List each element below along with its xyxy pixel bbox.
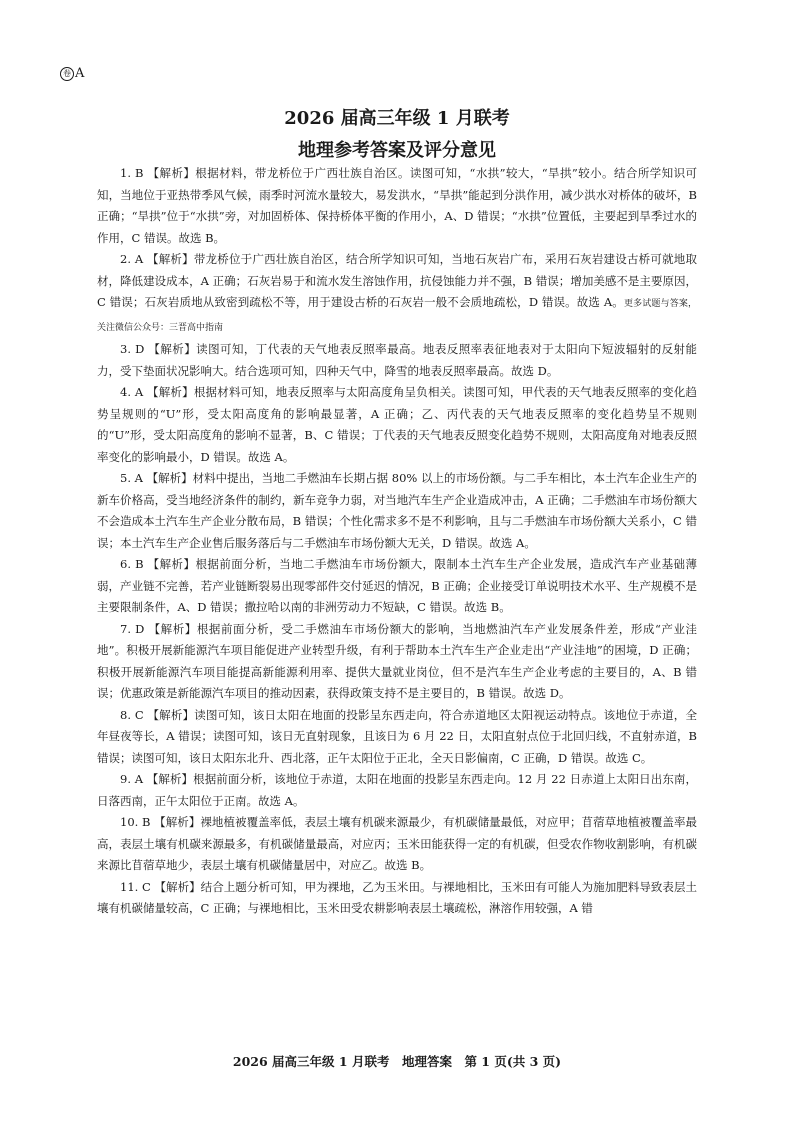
- answer-text: 【解析】读图可知，该日太阳在地面的投影呈东西走向，符合赤道地区太阳视运动特点。该地位于赤道，全年昼夜等长，A 错误；读图可知，该日无直射现象，且该日为 6 月 22 日，太阳直射点位于北回归线，不直射赤道，B 错误；读图可知，该日太阳东北升、西北落，正午太阳位于正北，全天日影偏南，C 正确，D 错误。故选 C。: [97, 707, 697, 765]
- answer-item: [97, 705, 697, 770]
- answer-text: 【解析】根据材料，带龙桥位于广西壮族自治区。读图可知，“水拱”较大，“旱拱”较小。结合所学知识可知，当地位于亚热带季风气候，雨季时河流水量较大，易发洪水，“旱拱”能起到分洪作用，减少洪水对桥体的破坏，B 正确；“旱拱”位于“水拱”旁，对加固桥体、保持桥体平衡的作用小，A、D 错误；“水拱”位置低，主要起到旱季过水的作用，C 错误。故选 B。: [97, 166, 698, 245]
- answer-item: [97, 163, 697, 249]
- answer-label: 3. D: [120, 342, 145, 356]
- answer-item: [97, 877, 697, 920]
- answer-label: 2. A: [120, 252, 144, 266]
- answer-item: [97, 769, 697, 812]
- answer-item: [97, 468, 697, 554]
- answer-item: [97, 249, 697, 339]
- answer-item: [97, 554, 697, 619]
- answer-item: [97, 382, 697, 468]
- answer-text: 【解析】裸地植被覆盖率低，表层土壤有机碳来源最少，有机碳储量最低，对应甲；苜蓿草地植被覆盖率最高，表层土壤有机碳来源最多，有机碳储量最高，对应丙；玉米田能获得一定的有机碳，但受农作物收割影响，有机碳来源比苜蓿草地少，表层土壤有机碳储量居中，对应乙。故选 B。: [97, 815, 698, 872]
- answer-label: 9. A: [120, 772, 144, 786]
- answer-label: 5. A: [120, 471, 143, 485]
- answer-text: 【解析】根据前面分析，受二手燃油车市场份额大的影响，当地燃油汽车产业发展条件差，形成“产业洼地”。积极开展新能源汽车项目能促进产业转型升级，有利于帮助本土汽车生产企业走出“产业洼地”的困境，D 正确；积极开展新能源汽车项目能提高新能源利用率、提供大量就业岗位，但不是汽车生产企业考虑的主要目的，A、B 错误；优惠政策是新能源汽车项目的推动因素，获得政策支持不是主要目的，B 错误。故选 D。: [97, 621, 697, 700]
- exam-title: 2026 届高三年级 1 月联考: [284, 108, 510, 129]
- answer-label: 4. A: [120, 385, 144, 399]
- answer-label: 7. D: [120, 621, 145, 636]
- answer-label: 11. C: [120, 879, 151, 894]
- answer-label: 6. B: [120, 557, 144, 571]
- page-footer: 2026 届高三年级 1 月联考 地理答案 第 1 页(共 3 页): [232, 1054, 562, 1069]
- answer-label: 1. B: [120, 166, 144, 180]
- answer-text: 【解析】结合上题分析可知，甲为裸地，乙为玉米田。与裸地相比，玉米田有可能人为施加肥料导致表层土壤有机碳储量较高，C 正确；与裸地相比，玉米田受农耕影响表层土壤疏松，淋溶作用较强，A 错: [97, 879, 698, 915]
- answer-list: [97, 163, 697, 920]
- badge-letter: A: [75, 66, 85, 81]
- answer-text: 【解析】读图可知，丁代表的天气地表反照率最高。地表反照率表征地表对于太阳向下短波辐射的反射能力，受下垫面状况影响大。结合选项可知，四种天气中，降雪的地表反照率最高。故选 D。: [97, 342, 697, 378]
- page-title: 地理参考答案及评分意见: [298, 140, 496, 161]
- answer-text: 【解析】材料中提出，当地二手燃油车长期占据 80% 以上的市场份额。与二手车相比，本土汽车企业生产的新车价格高，受当地经济条件的制约，新车竞争力弱，对当地汽车生产企业造成冲击，A 正确；二手燃油车市场份额大不会造成本土汽车生产企业分散布局，B 错误；个性化需求多不是不利影响，且与二手燃油车市场份额大关系小，C 错误；本土汽车生产企业售后服务落后与二手燃油车市场份额大无关，D 错误。故选 A。: [97, 471, 697, 550]
- answer-text: 【解析】带龙桥位于广西壮族自治区，结合所学知识可知，当地石灰岩广布，采用石灰岩建设古桥可就地取材，降低建设成本，A 正确；石灰岩易于和流水发生溶蚀作用，抗侵蚀能力并不强，B 错误；增加美感不是主要原因，C 错误；石灰岩质地从致密到疏松不等，用于建设古桥的石灰岩一般不会质地疏松，D 错误。故选 A。: [97, 252, 698, 309]
- answer-text: 【解析】根据材料可知，地表反照率与太阳高度角呈负相关。读图可知，甲代表的天气地表反照率的变化趋势呈规则的“U”形，受太阳高度角的影响最显著，A 正确；乙、丙代表的天气地表反照率的变化趋势呈不规则的“U”形，受太阳高度角的影响不显著，B、C 错误；丁代表的天气地表反照变化趋势不规则，太阳高度角对地表反照率变化的影响最小，D 错误。故选 A。: [97, 385, 698, 464]
- answer-item: [97, 619, 697, 705]
- badge-circle-mark: 卷: [60, 67, 74, 81]
- answer-item: [97, 339, 697, 382]
- answer-text: 【解析】根据前面分析，该地位于赤道，太阳在地面的投影呈东西走向。12 月 22 日赤道上太阳日出东南，日落西南，正午太阳位于正南。故选 A。: [97, 772, 698, 808]
- answer-label: 8. C: [120, 707, 144, 722]
- answer-text: 【解析】根据前面分析，当地二手燃油车市场份额大，限制本土汽车生产企业发展，造成汽车产业基础薄弱，产业链不完善，若产业链断裂易出现零部件交付延迟的情况，B 正确；企业接受订单说明技术水平、生产规模不是主要限制条件，A、D 错误；撒拉哈以南的非洲劳动力不短缺，C 错误。故选 B。: [97, 557, 697, 614]
- promo-note: 更多试题与答案，关注微信公众号：三晋高中指南: [97, 299, 697, 333]
- answer-label: 10. B: [120, 815, 151, 829]
- paper-badge: [60, 66, 84, 82]
- answer-item: [97, 812, 697, 877]
